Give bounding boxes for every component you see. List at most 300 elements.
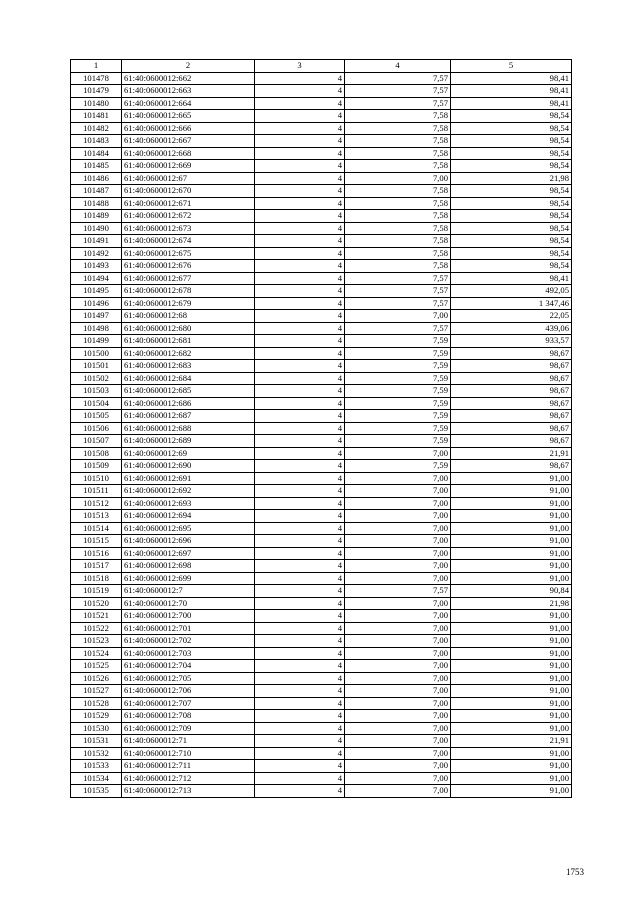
cell-row-number: 101517 [71,560,122,573]
cell-value: 91,00 [451,472,572,485]
cell-value: 91,00 [451,660,572,673]
cell-value: 22,05 [451,310,572,323]
cell-rate: 7,00 [345,622,451,635]
cell-category: 4 [255,597,345,610]
cell-row-number: 101515 [71,535,122,548]
cell-rate: 7,59 [345,397,451,410]
cell-value: 91,00 [451,522,572,535]
cell-category: 4 [255,685,345,698]
table-row [71,397,572,410]
cell-cadastral-number: 61:40:0600012:713 [122,785,255,798]
cell-cadastral-number: 61:40:0600012:671 [122,197,255,210]
cell-rate: 7,00 [345,760,451,773]
cell-rate: 7,59 [345,372,451,385]
cell-value: 98,67 [451,460,572,473]
cell-cadastral-number: 61:40:0600012:694 [122,510,255,523]
cell-cadastral-number: 61:40:0600012:710 [122,747,255,760]
cell-rate: 7,59 [345,410,451,423]
cell-row-number: 101534 [71,772,122,785]
cell-row-number: 101506 [71,422,122,435]
cell-row-number: 101514 [71,522,122,535]
cell-row-number: 101479 [71,85,122,98]
cell-category: 4 [255,697,345,710]
cell-rate: 7,00 [345,522,451,535]
cell-rate: 7,59 [345,422,451,435]
table-row [71,660,572,673]
cell-rate: 7,58 [345,222,451,235]
table-row [71,497,572,510]
cell-value: 98,67 [451,372,572,385]
table-row [71,697,572,710]
cell-cadastral-number: 61:40:0600012:682 [122,347,255,360]
cell-row-number: 101496 [71,297,122,310]
cell-cadastral-number: 61:40:0600012:703 [122,647,255,660]
cell-category: 4 [255,522,345,535]
cell-value: 91,00 [451,697,572,710]
table-row [71,772,572,785]
cell-cadastral-number: 61:40:0600012:696 [122,535,255,548]
column-header-3: 3 [255,60,345,73]
cell-row-number: 101491 [71,235,122,248]
cell-rate: 7,58 [345,122,451,135]
cell-category: 4 [255,272,345,285]
cell-rate: 7,57 [345,97,451,110]
cell-rate: 7,00 [345,560,451,573]
cell-row-number: 101531 [71,735,122,748]
cell-value: 90,84 [451,585,572,598]
cell-rate: 7,00 [345,535,451,548]
cell-value: 91,00 [451,560,572,573]
table-row [71,522,572,535]
cell-value: 91,00 [451,497,572,510]
cell-rate: 7,00 [345,672,451,685]
cell-row-number: 101530 [71,722,122,735]
cell-row-number: 101522 [71,622,122,635]
cell-value: 98,67 [451,410,572,423]
cell-cadastral-number: 61:40:0600012:71 [122,735,255,748]
table-header [71,60,572,73]
cell-category: 4 [255,335,345,348]
table-row [71,735,572,748]
cell-category: 4 [255,110,345,123]
cell-row-number: 101483 [71,135,122,148]
table-row [71,547,572,560]
cell-category: 4 [255,285,345,298]
table-row [71,372,572,385]
cell-row-number: 101503 [71,385,122,398]
cell-category: 4 [255,535,345,548]
cell-cadastral-number: 61:40:0600012:711 [122,760,255,773]
cell-category: 4 [255,172,345,185]
table-row [71,672,572,685]
cell-category: 4 [255,547,345,560]
cell-category: 4 [255,310,345,323]
cell-value: 91,00 [451,747,572,760]
cell-value: 21,91 [451,735,572,748]
column-header-4: 4 [345,60,451,73]
cell-rate: 7,00 [345,172,451,185]
table-row [71,110,572,123]
cell-rate: 7,00 [345,647,451,660]
cell-rate: 7,59 [345,385,451,398]
cell-row-number: 101512 [71,497,122,510]
cell-cadastral-number: 61:40:0600012:667 [122,135,255,148]
cell-cadastral-number: 61:40:0600012:704 [122,660,255,673]
cell-rate: 7,00 [345,310,451,323]
table-row [71,347,572,360]
table-row [71,572,572,585]
cell-row-number: 101527 [71,685,122,698]
cell-cadastral-number: 61:40:0600012:689 [122,435,255,448]
cell-value: 98,54 [451,197,572,210]
cell-category: 4 [255,147,345,160]
cell-row-number: 101516 [71,547,122,560]
cell-row-number: 101518 [71,572,122,585]
cell-value: 91,00 [451,722,572,735]
table-row [71,222,572,235]
cell-rate: 7,00 [345,597,451,610]
table-row [71,210,572,223]
cell-row-number: 101507 [71,435,122,448]
table-row [71,160,572,173]
table-row [71,72,572,85]
cell-category: 4 [255,185,345,198]
cell-category: 4 [255,422,345,435]
cell-value: 91,00 [451,785,572,798]
cell-row-number: 101513 [71,510,122,523]
cell-value: 98,54 [451,147,572,160]
cell-rate: 7,00 [345,772,451,785]
cell-row-number: 101524 [71,647,122,660]
cell-value: 98,67 [451,422,572,435]
table-row [71,322,572,335]
cell-category: 4 [255,722,345,735]
cell-cadastral-number: 61:40:0600012:693 [122,497,255,510]
cell-category: 4 [255,385,345,398]
table-row [71,235,572,248]
cell-value: 492,05 [451,285,572,298]
cell-row-number: 101529 [71,710,122,723]
cell-row-number: 101495 [71,285,122,298]
cell-cadastral-number: 61:40:0600012:685 [122,385,255,398]
cell-value: 91,00 [451,760,572,773]
table-row [71,435,572,448]
cell-rate: 7,58 [345,197,451,210]
cell-cadastral-number: 61:40:0600012:688 [122,422,255,435]
cell-rate: 7,00 [345,547,451,560]
cell-value: 98,67 [451,360,572,373]
cell-cadastral-number: 61:40:0600012:69 [122,447,255,460]
cell-value: 91,00 [451,710,572,723]
cell-category: 4 [255,297,345,310]
cell-row-number: 101498 [71,322,122,335]
cell-row-number: 101500 [71,347,122,360]
cell-category: 4 [255,235,345,248]
cell-cadastral-number: 61:40:0600012:68 [122,310,255,323]
cell-cadastral-number: 61:40:0600012:676 [122,260,255,273]
data-table [70,59,572,798]
cell-category: 4 [255,647,345,660]
cell-value: 98,54 [451,247,572,260]
table-row [71,710,572,723]
cell-rate: 7,57 [345,272,451,285]
cell-category: 4 [255,160,345,173]
cell-rate: 7,58 [345,210,451,223]
table-row [71,172,572,185]
table-row [71,460,572,473]
cell-cadastral-number: 61:40:0600012:712 [122,772,255,785]
cell-cadastral-number: 61:40:0600012:683 [122,360,255,373]
cell-value: 91,00 [451,547,572,560]
page-number: 1753 [566,867,584,877]
table-row [71,722,572,735]
table-row [71,97,572,110]
cell-cadastral-number: 61:40:0600012:684 [122,372,255,385]
cell-rate: 7,59 [345,360,451,373]
table-row [71,285,572,298]
cell-row-number: 101487 [71,185,122,198]
cell-row-number: 101488 [71,197,122,210]
table-row [71,622,572,635]
cell-rate: 7,59 [345,347,451,360]
cell-category: 4 [255,247,345,260]
table-row [71,447,572,460]
table-row [71,510,572,523]
cell-cadastral-number: 61:40:0600012:674 [122,235,255,248]
cell-row-number: 101478 [71,72,122,85]
cell-cadastral-number: 61:40:0600012:67 [122,172,255,185]
cell-row-number: 101510 [71,472,122,485]
cell-category: 4 [255,122,345,135]
cell-cadastral-number: 61:40:0600012:707 [122,697,255,710]
cell-rate: 7,58 [345,235,451,248]
table-row [71,360,572,373]
table-row [71,272,572,285]
cell-cadastral-number: 61:40:0600012:70 [122,597,255,610]
cell-rate: 7,58 [345,110,451,123]
cell-value: 91,00 [451,510,572,523]
cell-cadastral-number: 61:40:0600012:705 [122,672,255,685]
cell-cadastral-number: 61:40:0600012:686 [122,397,255,410]
cell-category: 4 [255,760,345,773]
cell-rate: 7,00 [345,497,451,510]
cell-category: 4 [255,435,345,448]
cell-row-number: 101532 [71,747,122,760]
cell-value: 98,67 [451,347,572,360]
cell-value: 21,98 [451,597,572,610]
table-row [71,310,572,323]
cell-rate: 7,00 [345,447,451,460]
cell-category: 4 [255,210,345,223]
cell-row-number: 101523 [71,635,122,648]
cell-rate: 7,00 [345,572,451,585]
cell-rate: 7,57 [345,297,451,310]
cell-rate: 7,00 [345,660,451,673]
table-row [71,647,572,660]
cell-cadastral-number: 61:40:0600012:699 [122,572,255,585]
cell-row-number: 101501 [71,360,122,373]
cell-row-number: 101481 [71,110,122,123]
column-header-5: 5 [451,60,572,73]
cell-category: 4 [255,372,345,385]
cell-rate: 7,58 [345,247,451,260]
cell-row-number: 101519 [71,585,122,598]
cell-value: 91,00 [451,485,572,498]
cell-row-number: 101504 [71,397,122,410]
table-row [71,472,572,485]
cell-rate: 7,59 [345,335,451,348]
cell-row-number: 101508 [71,447,122,460]
cell-cadastral-number: 61:40:0600012:672 [122,210,255,223]
cell-rate: 7,58 [345,135,451,148]
cell-value: 98,67 [451,397,572,410]
cell-category: 4 [255,85,345,98]
cell-category: 4 [255,710,345,723]
cell-row-number: 101489 [71,210,122,223]
cell-row-number: 101499 [71,335,122,348]
cell-row-number: 101490 [71,222,122,235]
cell-cadastral-number: 61:40:0600012:680 [122,322,255,335]
cell-row-number: 101525 [71,660,122,673]
column-header-1: 1 [71,60,122,73]
cell-row-number: 101482 [71,122,122,135]
cell-category: 4 [255,735,345,748]
table-row [71,685,572,698]
table-row [71,147,572,160]
cell-category: 4 [255,347,345,360]
cell-rate: 7,59 [345,460,451,473]
cell-value: 98,54 [451,185,572,198]
cell-category: 4 [255,72,345,85]
cell-row-number: 101480 [71,97,122,110]
cell-rate: 7,58 [345,160,451,173]
cell-value: 21,98 [451,172,572,185]
cell-value: 91,00 [451,572,572,585]
table-row [71,335,572,348]
cell-value: 91,00 [451,672,572,685]
table-row [71,485,572,498]
cell-category: 4 [255,260,345,273]
table-row [71,197,572,210]
cell-category: 4 [255,497,345,510]
table-row [71,597,572,610]
cell-cadastral-number: 61:40:0600012:678 [122,285,255,298]
cell-category: 4 [255,560,345,573]
table-body [71,72,572,797]
cell-row-number: 101509 [71,460,122,473]
table-row [71,385,572,398]
cell-cadastral-number: 61:40:0600012:708 [122,710,255,723]
cell-value: 98,41 [451,72,572,85]
cell-cadastral-number: 61:40:0600012:664 [122,97,255,110]
cell-row-number: 101486 [71,172,122,185]
cell-category: 4 [255,460,345,473]
cell-rate: 7,59 [345,435,451,448]
cell-row-number: 101493 [71,260,122,273]
cell-rate: 7,00 [345,710,451,723]
cell-cadastral-number: 61:40:0600012:701 [122,622,255,635]
cell-rate: 7,58 [345,185,451,198]
cell-cadastral-number: 61:40:0600012:697 [122,547,255,560]
cell-cadastral-number: 61:40:0600012:673 [122,222,255,235]
cell-value: 98,54 [451,210,572,223]
cell-cadastral-number: 61:40:0600012:7 [122,585,255,598]
cell-cadastral-number: 61:40:0600012:668 [122,147,255,160]
cell-value: 21,91 [451,447,572,460]
cell-value: 91,00 [451,685,572,698]
cell-value: 439,06 [451,322,572,335]
cell-rate: 7,57 [345,285,451,298]
cell-value: 91,00 [451,635,572,648]
cell-cadastral-number: 61:40:0600012:677 [122,272,255,285]
header-row [71,60,572,73]
cell-row-number: 101484 [71,147,122,160]
cell-row-number: 101502 [71,372,122,385]
table-row [71,260,572,273]
cell-row-number: 101535 [71,785,122,798]
cell-category: 4 [255,585,345,598]
cell-row-number: 101521 [71,610,122,623]
cell-rate: 7,00 [345,685,451,698]
cell-cadastral-number: 61:40:0600012:700 [122,610,255,623]
cell-value: 98,54 [451,235,572,248]
table-row [71,610,572,623]
cell-value: 91,00 [451,535,572,548]
cell-cadastral-number: 61:40:0600012:709 [122,722,255,735]
cell-category: 4 [255,772,345,785]
cell-category: 4 [255,622,345,635]
cell-value: 98,41 [451,97,572,110]
cell-cadastral-number: 61:40:0600012:690 [122,460,255,473]
cell-value: 98,54 [451,122,572,135]
cell-rate: 7,57 [345,322,451,335]
cell-row-number: 101526 [71,672,122,685]
cell-category: 4 [255,572,345,585]
cell-category: 4 [255,747,345,760]
cell-rate: 7,57 [345,585,451,598]
cell-value: 98,54 [451,260,572,273]
cell-value: 91,00 [451,622,572,635]
cell-category: 4 [255,397,345,410]
cell-category: 4 [255,510,345,523]
cell-rate: 7,57 [345,85,451,98]
cell-cadastral-number: 61:40:0600012:698 [122,560,255,573]
table-row [71,635,572,648]
cell-category: 4 [255,635,345,648]
table-row [71,785,572,798]
table-row [71,135,572,148]
table-row [71,585,572,598]
cell-rate: 7,00 [345,747,451,760]
cell-cadastral-number: 61:40:0600012:665 [122,110,255,123]
cell-category: 4 [255,660,345,673]
cell-rate: 7,57 [345,72,451,85]
cell-rate: 7,00 [345,472,451,485]
cell-cadastral-number: 61:40:0600012:681 [122,335,255,348]
cell-row-number: 101511 [71,485,122,498]
cell-rate: 7,00 [345,697,451,710]
cell-row-number: 101528 [71,697,122,710]
cell-rate: 7,00 [345,510,451,523]
cell-cadastral-number: 61:40:0600012:687 [122,410,255,423]
cell-category: 4 [255,410,345,423]
cell-cadastral-number: 61:40:0600012:692 [122,485,255,498]
cell-row-number: 101485 [71,160,122,173]
cell-value: 98,54 [451,222,572,235]
cell-value: 91,00 [451,647,572,660]
cell-rate: 7,00 [345,485,451,498]
cell-value: 91,00 [451,610,572,623]
